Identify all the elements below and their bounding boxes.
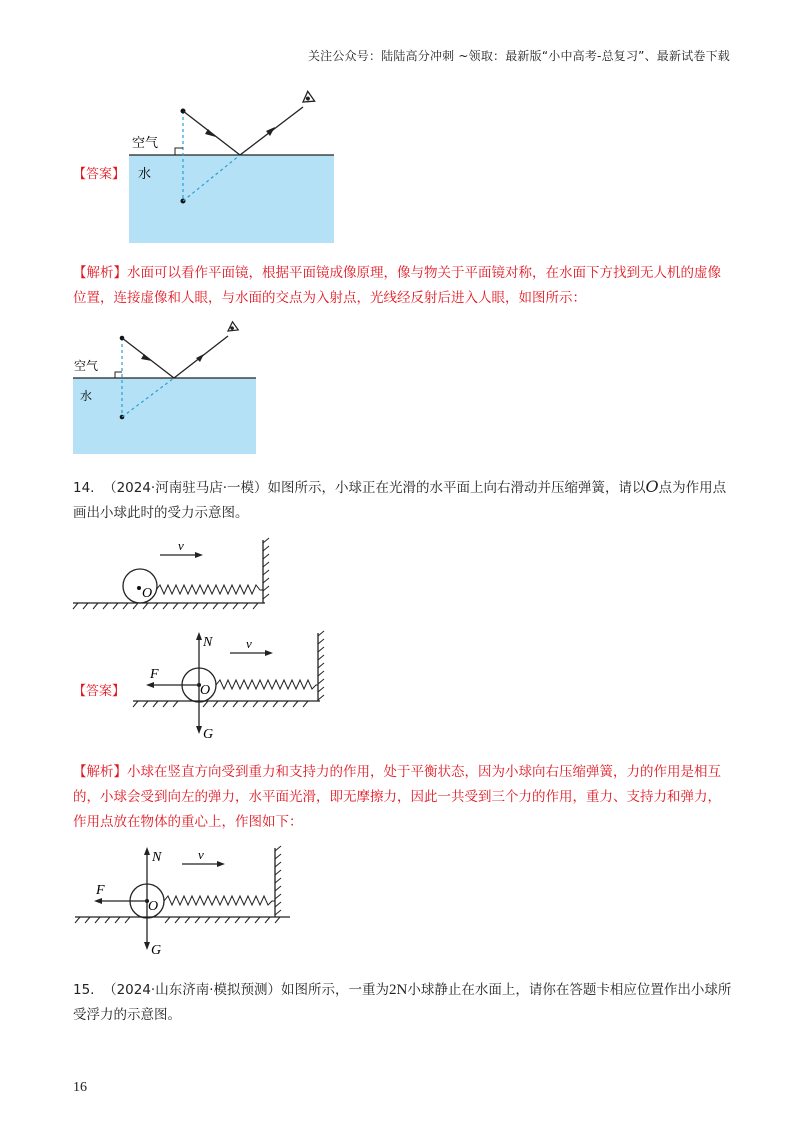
normal-force-arrowhead bbox=[196, 632, 202, 640]
analysis-text: 水面可以看作平面镜，根据平面镜成像原理，像与物关于平面镜对称，在水面下方找到无人机的虚像位置，连接虚像和人眼，与水面的交点为入射点，光线经反射后进入人眼，如图所示： bbox=[73, 265, 721, 306]
air-label: 空气 bbox=[132, 136, 159, 151]
question-number: 14. bbox=[73, 480, 95, 496]
force-answer-figure bbox=[130, 628, 330, 743]
gravity-arrowhead bbox=[144, 942, 150, 950]
gravity-arrowhead bbox=[196, 726, 202, 734]
question-source: （2024·河南驻马店·一模） bbox=[103, 480, 268, 496]
force-analysis-figure bbox=[72, 840, 297, 960]
analysis-tag: 【解析】 bbox=[73, 265, 127, 281]
velocity-arrowhead bbox=[265, 650, 273, 656]
elastic-force-label: F bbox=[150, 667, 159, 682]
reflected-arrow bbox=[196, 354, 204, 362]
eye-icon bbox=[225, 322, 238, 335]
velocity-arrowhead bbox=[217, 861, 225, 867]
reflection-answer-figure bbox=[120, 90, 350, 250]
elastic-force-label: F bbox=[96, 883, 105, 898]
velocity-label: v bbox=[246, 636, 252, 651]
spring bbox=[156, 585, 263, 594]
point-o-label: O bbox=[148, 899, 159, 914]
ground-hatch bbox=[73, 603, 258, 609]
incident-arrow bbox=[205, 129, 216, 137]
ground-hatch bbox=[75, 917, 280, 923]
water-region bbox=[129, 155, 334, 243]
wall-hatch bbox=[318, 631, 324, 700]
incident-arrow bbox=[141, 354, 152, 361]
page-number: 16 bbox=[73, 1080, 87, 1095]
answer-tag: 【答案】 bbox=[73, 684, 126, 699]
normal-force-arrowhead bbox=[144, 847, 150, 855]
page-header: 关注公众号：陆陆高分冲刺 ~领取：最新版“小中高考-总复习”、最新试卷下载 bbox=[307, 49, 730, 63]
spring-ball-figure bbox=[70, 535, 270, 615]
normal-force-label: N bbox=[152, 850, 162, 865]
elastic-force-arrowhead bbox=[94, 898, 102, 904]
ground-hatch bbox=[133, 701, 308, 707]
gravity-label: G bbox=[151, 943, 162, 958]
spring bbox=[216, 680, 318, 689]
elastic-force-arrowhead bbox=[146, 682, 154, 688]
question-14: 14. （2024·河南驻马店·一模）如图所示，小球正在光滑的水平面上向右滑动并压缩弹簧，请以O点为作用点画出小球此时的受力示意图。 bbox=[73, 477, 727, 521]
right-angle-mark bbox=[175, 148, 183, 155]
point-o-label: O bbox=[200, 683, 211, 698]
right-angle-mark bbox=[115, 372, 122, 378]
question-15: 15. （2024·山东济南·模拟预测）如图所示，一重为2N小球静止在水面上，请你在答题卡相应位置作出小球所受浮力的示意图。 bbox=[73, 982, 732, 1023]
question-number: 15. bbox=[73, 982, 95, 998]
reflection-analysis-figure bbox=[68, 320, 268, 460]
velocity-label: v bbox=[198, 847, 204, 862]
spring bbox=[164, 896, 275, 905]
normal-force-label: N bbox=[203, 635, 213, 650]
answer-tag: 【答案】 bbox=[73, 167, 126, 182]
analysis-text: 小球在竖直方向受到重力和支持力的作用，处于平衡状态，因为小球向右压缩弹簧，力的作用是相互的，小球会受到向左的弹力，水平面光滑，即无摩擦力，因此一共受到三个力的作用，重力、支持力和弹力，作用点放在物体的重心上，作图如下： bbox=[73, 764, 721, 830]
question-source: （2024·山东济南·模拟预测） bbox=[103, 982, 282, 998]
water-region bbox=[73, 378, 256, 454]
velocity-arrowhead bbox=[195, 552, 203, 558]
analysis-paragraph-14 bbox=[73, 760, 733, 835]
water-label: 水 bbox=[80, 389, 93, 403]
water-label: 水 bbox=[138, 167, 152, 182]
wall-hatch bbox=[275, 846, 281, 915]
velocity-label: v bbox=[178, 538, 184, 553]
wall-hatch bbox=[263, 538, 269, 599]
point-o-label: O bbox=[142, 586, 153, 601]
air-label: 空气 bbox=[74, 359, 99, 373]
eye-icon bbox=[300, 91, 315, 107]
analysis-paragraph-13 bbox=[73, 261, 733, 311]
point-o bbox=[137, 586, 141, 590]
analysis-tag: 【解析】 bbox=[73, 764, 127, 780]
gravity-label: G bbox=[203, 727, 214, 742]
